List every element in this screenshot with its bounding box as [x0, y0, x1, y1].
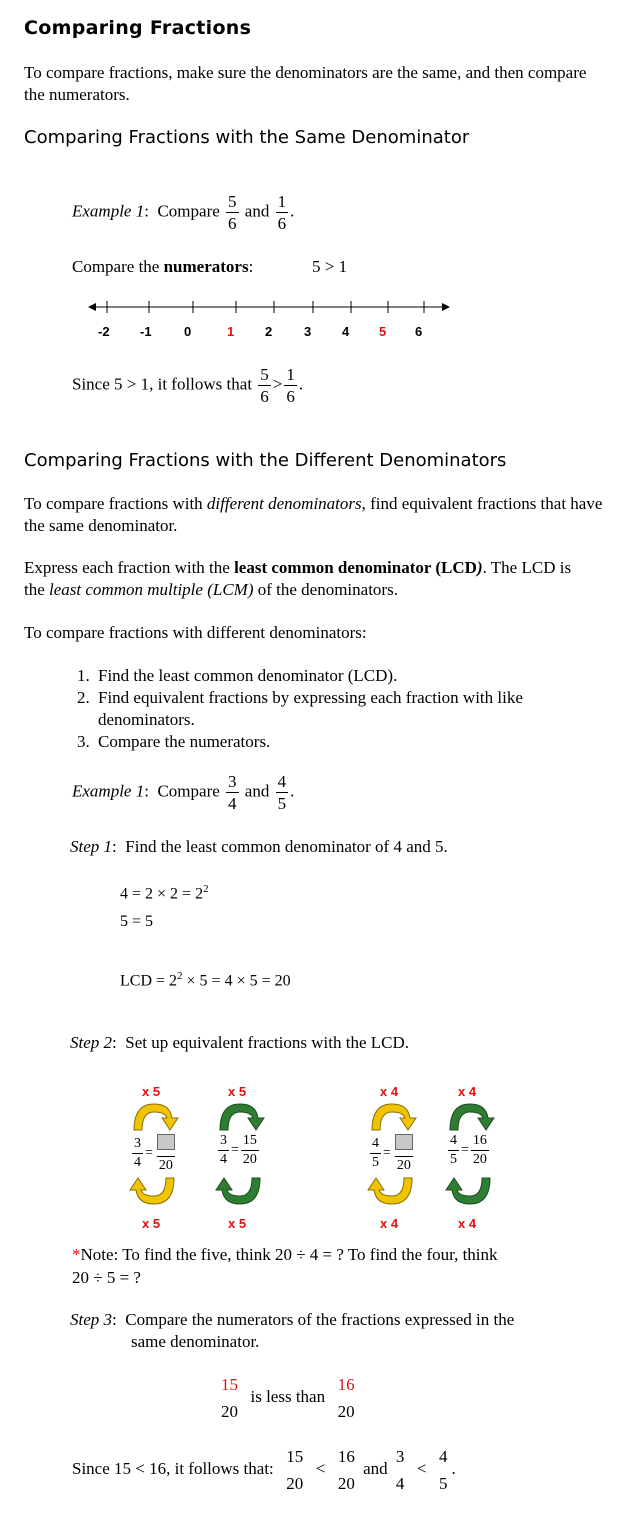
curved-arrow-icon	[444, 1176, 496, 1208]
curved-arrow-icon	[366, 1176, 418, 1208]
multiplier-label-top: x 5	[142, 1084, 161, 1099]
multiplier-label-bottom: x 5	[142, 1216, 161, 1231]
fraction-4-5-b: 4 5	[439, 1447, 448, 1493]
multiplier-label-bottom: x 4	[380, 1216, 399, 1231]
multiplier-label-top: x 4	[458, 1084, 477, 1099]
number-line-label: -2	[98, 324, 110, 339]
number-line-label: 6	[415, 324, 423, 339]
multiplier-label-top: x 5	[228, 1084, 247, 1099]
number-line	[86, 296, 456, 322]
and-word: and	[244, 201, 270, 221]
step-3-line-2: same denominator.	[131, 1332, 260, 1351]
number-line-label: 2	[265, 324, 273, 339]
step-1-line: Step 1: Find the least common denominator of 4 and 5.	[70, 837, 448, 856]
step-2-line: Step 2: Set up equivalent fractions with the LCD.	[70, 1033, 410, 1052]
list-item: 3. Compare the numerators.	[94, 731, 572, 753]
equation-4: $4 = 2 \times 2 = 2^2$	[120, 883, 209, 903]
note-line-1: *Note: To find the five, think 20 ÷ 4 = ? To find the four, think	[72, 1245, 498, 1264]
blank-box	[157, 1134, 175, 1150]
fraction-5-6: $\frac{5}{6}$	[228, 192, 237, 233]
section-heading-same-denominator: Comparing Fractions with the Same Denominator	[24, 127, 470, 148]
paragraph-steps-intro: To compare fractions with different denominators:	[24, 623, 367, 642]
fraction-16-20-b: 16 20	[337, 1447, 355, 1493]
compare-numerators-line: Compare the numerators:	[72, 257, 254, 276]
equivalent-fraction-equation: $\frac{4}{5}$ = $\frac{16}{20}$	[450, 1133, 487, 1167]
steps-list	[72, 665, 572, 753]
list-item: 1. Find the least common denominator (LCD).	[94, 665, 572, 687]
equation-lcd: LCD = $2^2 \times 5 = 4 \times 5 = 20$	[120, 970, 291, 990]
blank-box	[395, 1134, 413, 1150]
curved-arrow-icon	[214, 1176, 266, 1208]
multiplier-label-top: x 4	[380, 1084, 399, 1099]
paragraph-lcd: Express each fraction with the least common denominator (LCD). The LCD is the least common multiple (LCM) of the denominators.	[24, 558, 572, 599]
final-conclusion: Since 15 < 16, it follows that: 15 20 < 16 20 and 3 4 < 4 5 .	[72, 1447, 456, 1493]
multiplier-label-bottom: x 5	[228, 1216, 247, 1231]
fraction-15-20: 15 20	[221, 1375, 238, 1421]
fraction-15-20-b: 15 20	[286, 1447, 304, 1493]
fraction-1-6-b: $\frac{1}{6}$	[286, 365, 295, 406]
number-line-label: -1	[140, 324, 152, 339]
comparison-row: 15 20 is less than 16 20	[221, 1375, 355, 1421]
number-line-label: 0	[184, 324, 192, 339]
number-line-label: 4	[342, 324, 350, 339]
intro-paragraph: To compare fractions, make sure the denominators are the same, and then compare the numerators.	[24, 63, 587, 104]
since-line-1: Since 5 > 1, it follows that $\frac{5}{6}$ > $\frac{1}{6}$ .	[72, 365, 304, 406]
example-1-compare: Example 1: Compare $\frac{5}{6}$ and $\frac{1}{6}$ .	[72, 192, 295, 233]
fraction-5-6-b: $\frac{5}{6}$	[260, 365, 269, 406]
compare-word: Compare	[157, 201, 220, 221]
curved-arrow-icon	[444, 1100, 496, 1132]
fraction-3-4-b: 3 4	[395, 1447, 405, 1493]
curved-arrow-icon	[366, 1100, 418, 1132]
compare-result: 5 > 1	[312, 257, 348, 276]
equivalent-fraction-equation: $\frac{3}{4}$ = $\frac{15}{20}$	[220, 1133, 257, 1167]
paragraph-different-denominators: To compare fractions with different denominators, find equivalent fractions that have the same denominator.	[24, 494, 603, 535]
section-heading-different-denominators: Comparing Fractions with the Different Denominators	[24, 450, 507, 471]
curved-arrow-icon	[128, 1100, 180, 1132]
example-1-compare-b: Example 1: Compare $\frac{3}{4}$ and $\frac{4}{5}$ .	[72, 772, 295, 813]
fraction-3-4: $\frac{3}{4}$	[228, 772, 237, 813]
equivalent-fraction-equation: $\frac{4}{5}$ = 20	[372, 1136, 411, 1173]
list-item: 2. Find equivalent fractions by expressing each fraction with like denominators.	[94, 687, 572, 731]
step-3-line: Step 3: Compare the numerators of the fractions expressed in the	[70, 1310, 515, 1329]
note-line-2: 20 ÷ 5 = ?	[72, 1268, 141, 1287]
equation-5: 5 = 5	[120, 913, 154, 930]
equivalent-fraction-equation: $\frac{3}{4}$ = 20	[134, 1136, 173, 1173]
example-label: Example 1	[72, 201, 145, 221]
curved-arrow-icon	[128, 1176, 180, 1208]
curved-arrow-icon	[214, 1100, 266, 1132]
multiplier-label-bottom: x 4	[458, 1216, 477, 1231]
number-line-label: 1	[227, 324, 235, 339]
page-title: Comparing Fractions	[24, 17, 252, 39]
number-line-label: 3	[304, 324, 312, 339]
fraction-4-5: $\frac{4}{5}$	[277, 772, 287, 813]
fraction-1-6: $\frac{1}{6}$	[277, 192, 287, 233]
number-line-label: 5	[379, 324, 387, 339]
fraction-16-20: 16 20	[337, 1375, 355, 1421]
